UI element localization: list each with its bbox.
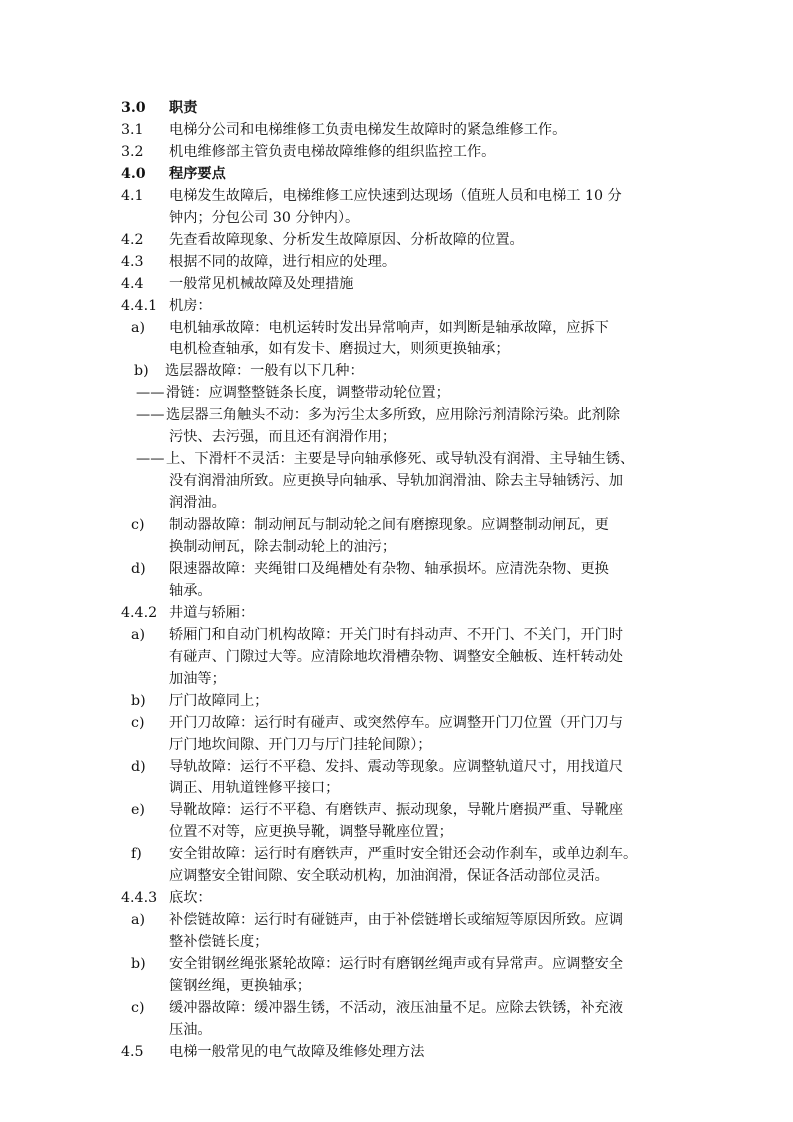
- item-text: 厅门故障同上；: [169, 692, 269, 709]
- item-text: 整补偿链长度；: [169, 934, 269, 951]
- item-text: 机电维修部主管负责电梯故障维修的组织监控工作。: [169, 143, 496, 160]
- item-text: 电梯分公司和电梯维修工负责电梯发生故障时的紧急维修工作。: [169, 121, 567, 138]
- item-number: b): [131, 956, 146, 973]
- item-number: 4.4.3: [121, 890, 158, 907]
- item-text: 滑链：应调整整链条长度，调整带动轮位置；: [166, 385, 450, 402]
- item-number: 4.4.2: [121, 604, 158, 621]
- item-number: a): [131, 912, 145, 929]
- item-text: 应调整安全钳间隙、安全联动机构，加油润滑，保证各活动部位灵活。: [169, 868, 609, 885]
- item-text: 制动器故障：制动闸瓦与制动轮之间有磨擦现象。应调整制动闸瓦，更: [169, 517, 609, 534]
- item-text: 润滑油。: [169, 495, 226, 512]
- item-text: 电机轴承故障：电机运转时发出异常响声，如判断是轴承故障，应拆下: [169, 319, 609, 336]
- text-line: [0, 273, 793, 295]
- item-number: f): [131, 846, 142, 863]
- item-text: 机房：: [169, 297, 212, 314]
- item-text: 轴承。: [169, 582, 212, 599]
- text-line: [0, 119, 793, 141]
- text-line: [0, 997, 793, 1019]
- item-number: 4.4.1: [121, 297, 158, 314]
- text-line: [0, 229, 793, 251]
- text-line: [0, 514, 793, 536]
- item-text: 电梯一般常见的电气故障及维修处理方法: [169, 1043, 425, 1060]
- item-text: 底坎：: [169, 890, 212, 907]
- text-line: [0, 646, 793, 668]
- item-text: 限速器故障：夹绳钳口及绳槽处有杂物、轴承损坏。应清洗杂物、更换: [169, 560, 609, 577]
- text-line: [0, 602, 793, 624]
- text-line: [0, 580, 793, 602]
- item-text: 加油等；: [169, 670, 226, 687]
- item-number: 4.4: [121, 275, 144, 292]
- text-line: [0, 777, 793, 799]
- item-number: ——: [136, 385, 165, 402]
- text-line: [0, 865, 793, 887]
- item-text: 钟内；分包公司 30 分钟内）。: [169, 209, 360, 226]
- text-line: [0, 887, 793, 909]
- text-line: [0, 756, 793, 778]
- text-line: [0, 536, 793, 558]
- text-line: [0, 382, 793, 404]
- text-line: [0, 163, 793, 185]
- item-text: 有碰声、门隙过大等。应清除地坎滑槽杂物、调整安全触板、连杆转动处: [169, 648, 624, 665]
- item-text: 程序要点: [169, 165, 226, 182]
- text-line: [0, 931, 793, 953]
- item-number: 4.3: [121, 253, 144, 270]
- text-line: [0, 668, 793, 690]
- item-number: a): [131, 626, 145, 643]
- text-line: [0, 97, 793, 119]
- text-line: [0, 470, 793, 492]
- text-line: [0, 712, 793, 734]
- item-text: 厅门地坎间隙、开门刀与厅门挂轮间隙）；: [169, 736, 432, 753]
- item-text: 轿厢门和自动门机构故障：开关门时有抖动声、不开门、不关门，开门时: [169, 626, 624, 643]
- text-line: [0, 317, 793, 339]
- text-line: [0, 141, 793, 163]
- item-text: 补偿链故障：运行时有碰链声，由于补偿链增长或缩短等原因所致。应调: [169, 912, 624, 929]
- item-number: 4.0: [121, 165, 146, 182]
- text-line: [0, 426, 793, 448]
- item-number: a): [131, 319, 145, 336]
- item-number: e): [131, 802, 145, 819]
- text-line: [0, 821, 793, 843]
- item-text: 先查看故障现象、分析发生故障原因、分析故障的位置。: [169, 231, 524, 248]
- text-line: [0, 207, 793, 229]
- item-number: d): [131, 560, 146, 577]
- item-number: c): [131, 517, 145, 534]
- text-line: [0, 953, 793, 975]
- item-text: 污快、去污强，而且还有润滑作用；: [169, 429, 397, 446]
- text-line: [0, 360, 793, 382]
- text-line: [0, 734, 793, 756]
- item-text: 上、下滑杆不灵活：主要是导向轴承修死、或导轨没有润滑、主导轴生锈、: [166, 451, 635, 468]
- text-line: [0, 404, 793, 426]
- text-line: [0, 690, 793, 712]
- item-text: 调正、用轨道锉修平接口；: [169, 780, 340, 797]
- item-number: c): [131, 999, 145, 1016]
- text-line: [0, 799, 793, 821]
- item-text: 选层器故障：一般有以下几种：: [165, 363, 364, 380]
- item-text: 没有润滑油所致。应更换导向轴承、导轨加润滑油、除去主导轴锈污、加: [169, 473, 624, 490]
- text-line: [0, 295, 793, 317]
- item-text: 职责: [169, 100, 198, 116]
- text-line: [0, 558, 793, 580]
- item-number: 3.2: [121, 143, 144, 160]
- text-line: [0, 185, 793, 207]
- item-number: d): [131, 758, 146, 775]
- text-line: [0, 251, 793, 273]
- item-number: b): [131, 692, 146, 709]
- text-line: [0, 448, 793, 470]
- item-text: 选层器三角触头不动：多为污尘太多所致，应用除污剂清除污染。此剂除: [166, 407, 621, 424]
- item-text: 导轨故障：运行不平稳、发抖、震动等现象。应调整轨道尺寸，用找道尺: [169, 758, 624, 775]
- item-number: c): [131, 714, 145, 731]
- item-text: 一般常见机械故障及处理措施: [169, 275, 354, 292]
- text-line: [0, 1041, 793, 1063]
- item-text: 井道与轿厢：: [169, 604, 255, 621]
- item-text: 缓冲器故障：缓冲器生锈，不活动，液压油量不足。应除去铁锈，补充液: [169, 999, 624, 1016]
- item-text: 导靴故障：运行不平稳、有磨铁声、振动现象，导靴片磨损严重、导靴座: [169, 802, 624, 819]
- item-text: 开门刀故障：运行时有碰声、或突然停车。应调整开门刀位置（开门刀与: [169, 714, 624, 731]
- item-number: 4.2: [121, 231, 144, 248]
- item-text: 电梯发生故障后，电梯维修工应快速到达现场（值班人员和电梯工 10 分: [169, 187, 622, 204]
- item-number: ——: [136, 407, 165, 424]
- text-line: [0, 909, 793, 931]
- item-number: 3.1: [121, 121, 144, 138]
- item-text: 安全钳故障：运行时有磨铁声，严重时安全钳还会动作刹车，或单边刹车。: [169, 846, 638, 863]
- item-text: 压油。: [169, 1021, 212, 1038]
- item-text: 根据不同的故障，进行相应的处理。: [169, 253, 397, 270]
- item-number: 3.0: [121, 100, 146, 116]
- item-number: 4.1: [121, 187, 144, 204]
- item-text: 位置不对等，应更换导靴，调整导靴座位置；: [169, 824, 453, 841]
- item-number: ——: [136, 451, 165, 468]
- item-text: 换制动闸瓦，除去制动轮上的油污；: [169, 539, 397, 555]
- item-text: 电机检查轴承，如有发卡、磨损过大，则须更换轴承；: [169, 341, 510, 358]
- item-number: 4.5: [121, 1043, 144, 1060]
- item-text: 安全钳钢丝绳张紧轮故障：运行时有磨钢丝绳声或有异常声。应调整安全: [169, 956, 624, 973]
- item-number: b): [134, 363, 149, 380]
- item-text: 箧钢丝绳，更换轴承；: [169, 978, 311, 994]
- text-line: [0, 1019, 793, 1041]
- text-line: [0, 338, 793, 360]
- text-line: [0, 975, 793, 997]
- text-line: [0, 624, 793, 646]
- text-line: [0, 843, 793, 865]
- text-line: [0, 492, 793, 514]
